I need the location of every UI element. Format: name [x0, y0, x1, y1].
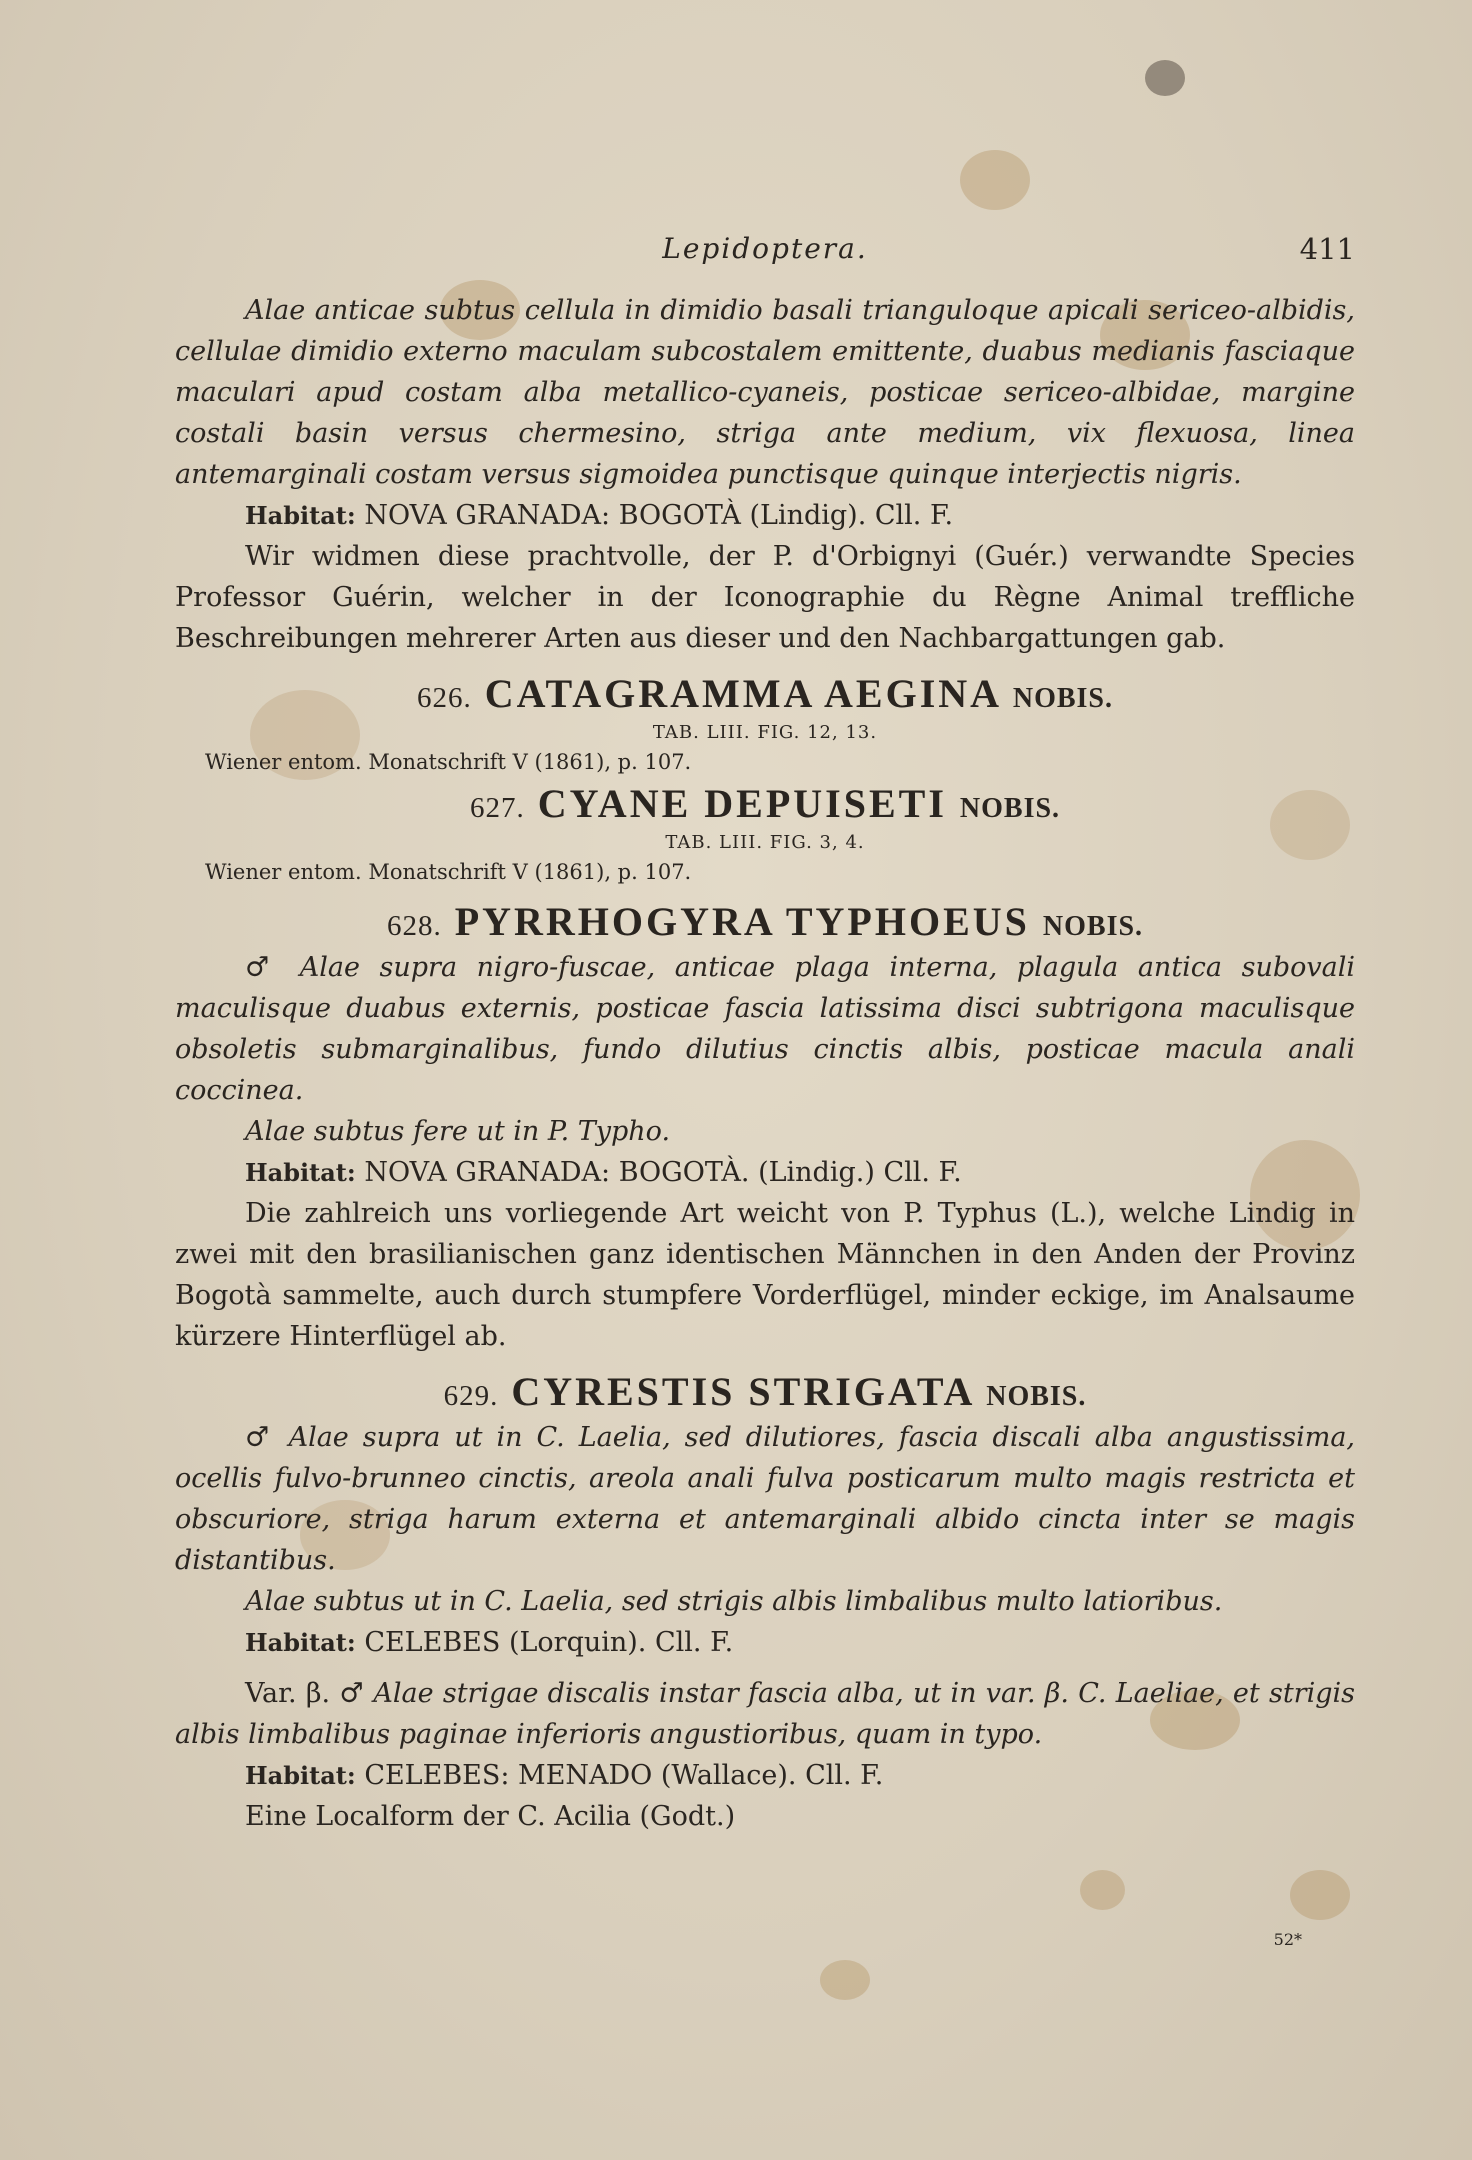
foxing-stain [1290, 1870, 1350, 1920]
species-name: CYANE DEPUISETI [537, 781, 947, 826]
species-author: NOBIS. [1012, 683, 1113, 714]
habitat-text: NOVA GRANADA: BOGOTÀ. (Lindig.) Cll. F. [364, 1157, 962, 1188]
variety-label: Var. β. [245, 1678, 331, 1709]
species-heading [175, 901, 1355, 947]
species-latin-underside: Alae subtus ut in C. Laelia, sed strigis albis limbalibus multo latioribus. [245, 1586, 1223, 1617]
species-number: 627. [469, 792, 525, 824]
literature-reference: Wiener entom. Monatschrift V (1861), p. 107. [205, 750, 692, 774]
habitat-text: CELEBES (Lorquin). Cll. F. [364, 1627, 734, 1658]
variety-habitat [245, 1755, 1355, 1796]
species-author: NOBIS. [1042, 911, 1144, 942]
foxing-stain [960, 150, 1030, 210]
habitat-label: Habitat: [245, 1761, 356, 1790]
page-number: 411 [1299, 232, 1355, 266]
species-number: 628. [386, 910, 442, 942]
running-header [175, 232, 1355, 276]
plate-reference: TAB. LIII. FIG. 3, 4. [665, 832, 865, 853]
page-body [175, 290, 1355, 1837]
species-latin-description: ♂ Alae supra ut in C. Laelia, sed dilutiores, fascia discali alba angustissima, ocellis fulvo-brunneo cinctis, areola anali fulva posticarum multo magis restricta et obscuriore, striga harum externa et antemarginali albido cincta inter se magis distantibus. [175, 1422, 1355, 1576]
species-heading [175, 673, 1355, 719]
species-latin-underside: Alae subtus fere ut in P. Typho. [245, 1116, 671, 1147]
species-number: 626. [417, 682, 472, 714]
foxing-stain [1080, 1870, 1125, 1910]
plate-reference: TAB. LIII. FIG. 12, 13. [652, 722, 878, 743]
species-habitat [245, 1622, 1355, 1663]
habitat-text: CELEBES: MENADO (Wallace). Cll. F. [364, 1760, 884, 1791]
species-name: CATAGRAMMA AEGINA [484, 671, 1000, 716]
species-author: NOBIS. [959, 793, 1061, 824]
species-heading [175, 1371, 1355, 1417]
species-german-note: Eine Localform der C. Acilia (Godt.) [245, 1801, 736, 1832]
habitat-label: Habitat: [245, 1628, 356, 1657]
foxing-stain [820, 1960, 870, 2000]
intro-latin-description: Alae anticae subtus cellula in dimidio basali trianguloque apicali sericeo-albidis, cellulae dimidio externo maculam subcostalem emittente, duabus medianis fasciaque maculari apud costam alba metallico-cyaneis, posticae sericeo-albidae, margine costali basin versus chermesino, striga ante medium, vix flexuosa, linea antemarginali costam versus sigmoidea punctisque quinque interjectis nigris. [175, 295, 1355, 490]
species-author: NOBIS. [986, 1381, 1087, 1412]
signature-mark: 52* [1273, 1930, 1302, 1949]
species-german-note: Die zahlreich uns vorliegende Art weicht von P. Typhus (L.), welche Lindig in zwei mit den brasilianischen ganz identischen Männchen in den Anden der Provinz Bogotà sammelte, auch durch stumpfere Vorderflügel, minder eckige, im Analsaume kürzere Hinterflügel ab. [175, 1198, 1355, 1352]
species-habitat [245, 1152, 1355, 1193]
species-heading [175, 783, 1355, 829]
species-name: PYRRHOGYRA TYPHOEUS [454, 899, 1030, 944]
species-number: 629. [443, 1380, 499, 1412]
habitat-label: Habitat: [245, 501, 356, 530]
species-latin-description: ♂ Alae supra nigro-fuscae, anticae plaga interna, plagula antica subovali maculisque duabus externis, posticae fascia latissima disci subtrigona maculisque obsoletis submarginalibus, fundo dilutius cinctis albis, posticae macula anali coccinea. [175, 952, 1355, 1106]
habitat-label: Habitat: [245, 1158, 356, 1187]
foxing-stain [1145, 60, 1185, 96]
variety-description [175, 1673, 1355, 1755]
species-name: CYRESTIS STRIGATA [511, 1369, 974, 1414]
intro-german-note: Wir widmen diese prachtvolle, der P. d'Orbignyi (Guér.) verwandte Species Professor Guérin, welcher in der Iconographie du Règne Animal treffliche Beschreibungen mehrerer Arten aus dieser und den Nachbargattungen gab. [175, 541, 1355, 654]
running-title: Lepidoptera. [662, 232, 868, 265]
intro-habitat [245, 495, 1355, 536]
habitat-text: NOVA GRANADA: BOGOTÀ (Lindig). Cll. F. [364, 500, 954, 531]
literature-reference: Wiener entom. Monatschrift V (1861), p. 107. [205, 860, 692, 884]
variety-latin: ♂ Alae strigae discalis instar fascia alba, ut in var. β. C. Laeliae, et strigis albis limbalibus paginae inferioris angustioribus, quam in typo. [175, 1678, 1355, 1750]
